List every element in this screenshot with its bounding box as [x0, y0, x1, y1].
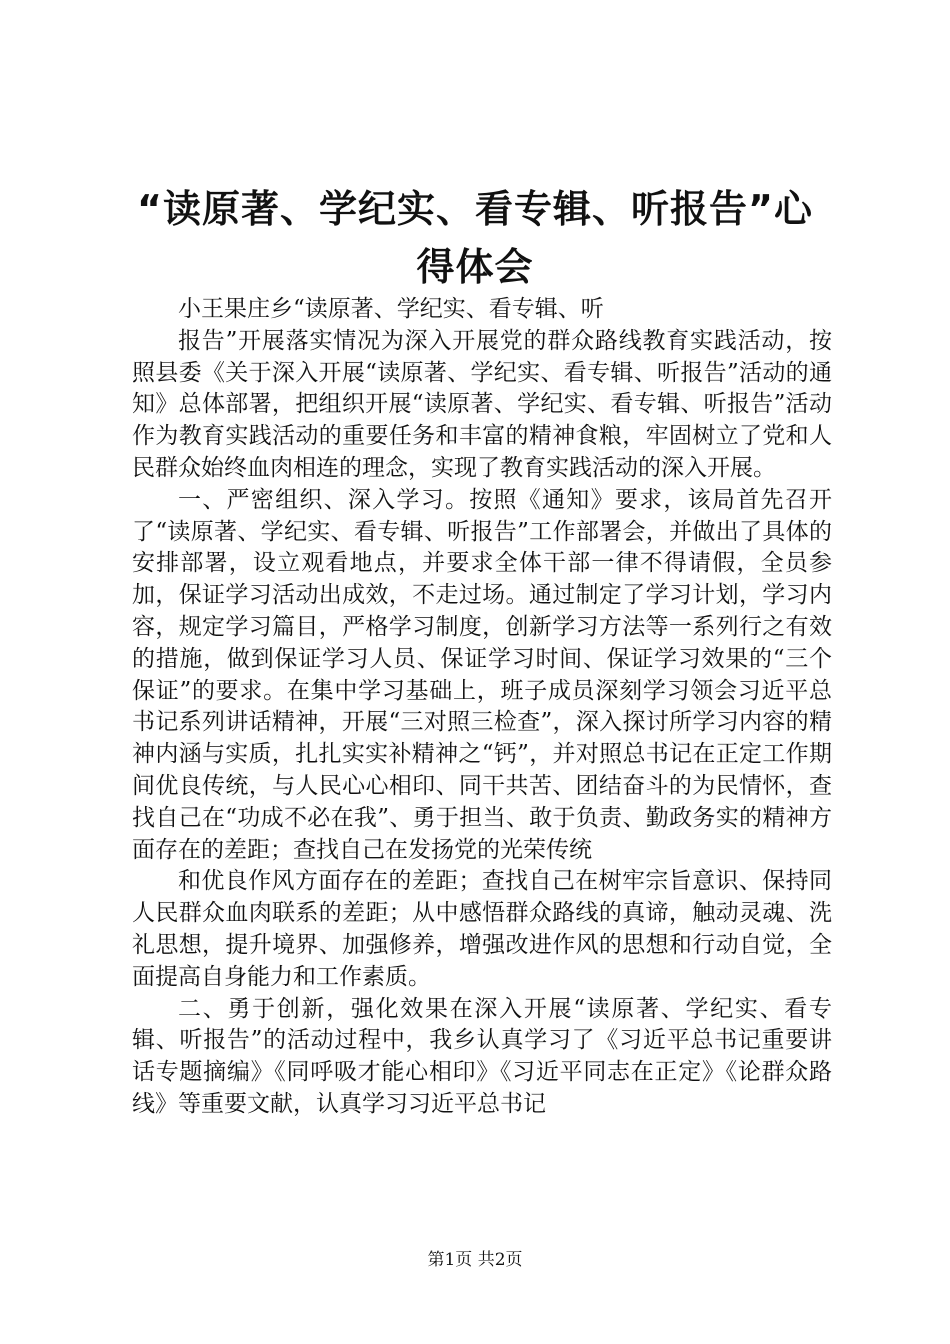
page-footer: 第1页 共2页 [427, 1250, 523, 1270]
document-body [132, 294, 832, 1121]
document-title: “读原著、学纪实、看专辑、听报告”心得体会 [137, 187, 813, 289]
paragraph-section-2: 二、勇于创新，强化效果在深入开展“读原著、学纪实、看专辑、听报告”的活动过程中，我乡认真学习了《习近平总书记重要讲话专题摘编》《同呼吸才能心相印》《习近平同志在正定》《论群众路线》等重要文献，认真学习习近平总书记 [132, 995, 832, 1117]
paragraph-intro: 报告”开展落实情况为深入开展党的群众路线教育实践活动，按照县委《关于深入开展“读原著、学纪实、看专辑、听报告”活动的通知》总体部署，把组织开展“读原著、学纪实、看专辑、听报告”活动作为教育实践活动的重要任务和丰富的精神食粮，牢固树立了党和人民群众始终血肉相连的理念，实现了教育实践活动的深入开展。 [132, 327, 832, 481]
paragraph-section-1: 一、严密组织、深入学习。按照《通知》要求，该局首先召开了“读原著、学纪实、看专辑、听报告”工作部署会，并做出了具体的安排部署，设立观看地点，并要求全体干部一律不得请假，全员参加，保证学习活动出成效，不走过场。通过制定了学习计划，学习内容，规定学习篇目，严格学习制度，创新学习方法等一系列行之有效的措施，做到保证学习人员、保证学习时间、保证学习效果的“三个保证”的要求。在集中学习基础上，班子成员深刻学习领会习近平总书记系列讲话精神，开展“三对照三检查”，深入探讨所学习内容的精神内涵与实质，扎扎实实补精神之“钙”，并对照总书记在正定工作期间优良传统，与人民心心相印、同干共苦、团结奋斗的为民情怀，查找自己在“功成不必在我”、勇于担当、敢于负责、勤政务实的精神方面存在的差距；查找自己在发扬党的光荣传统 [132, 486, 832, 863]
paragraph-intro-heading: 小王果庄乡“读原著、学纪实、看专辑、听 [178, 296, 604, 322]
paragraph-section-1-continued: 和优良作风方面存在的差距；查找自己在树牢宗旨意识、保持同人民群众血肉联系的差距；从中感悟群众路线的真谛，触动灵魂、洗礼思想，提升境界、加强修养，增强改进作风的思想和行动自觉，全面提高自身能力和工作素质。 [132, 868, 832, 990]
